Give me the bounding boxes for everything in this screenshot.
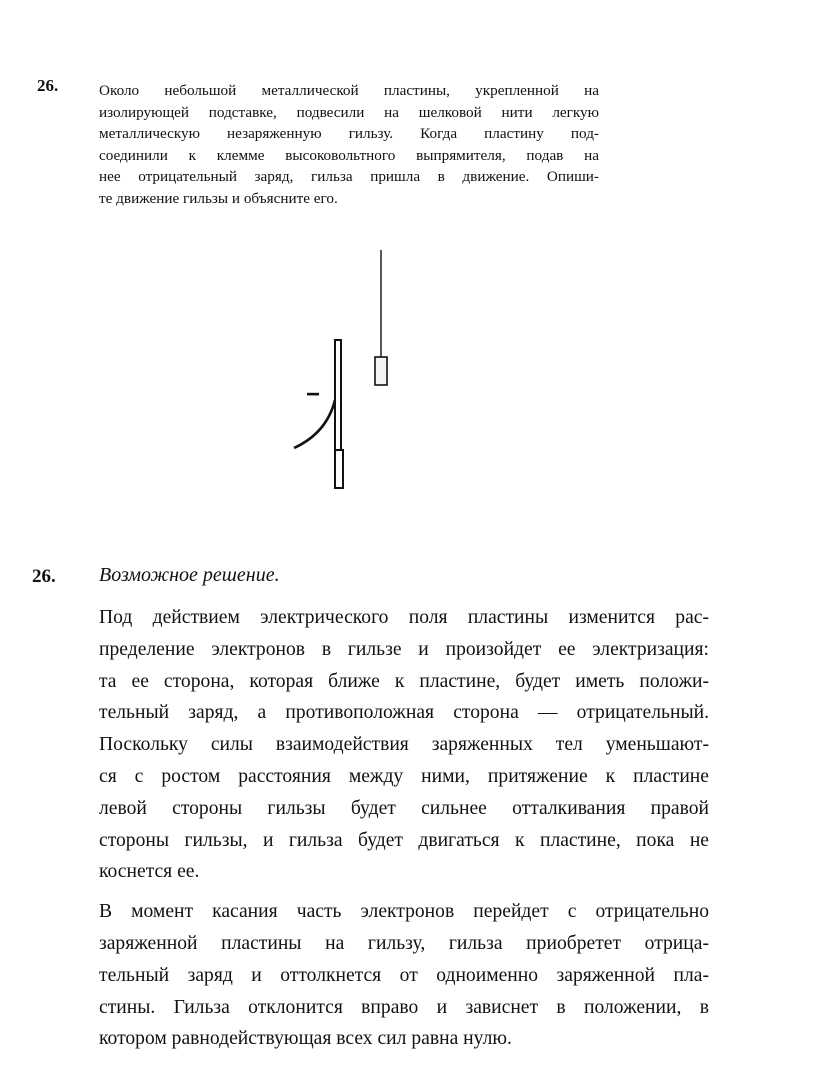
negative-charge-sign: − <box>305 381 321 408</box>
plate-and-sleeve-figure <box>280 240 410 492</box>
solution-line: тельный заряд, а противоположная сторона — отрицательный. <box>99 702 709 724</box>
solution-line: ся с ростом расстояния между ними, притяжение к пластине <box>99 765 709 787</box>
problem-line: нее отрицательный заряд, гильза пришла в движение. Опиши- <box>99 168 599 186</box>
solution-line: левой стороны гильзы будет сильнее отталкивания правой <box>99 797 709 819</box>
problem-line: соединили к клемме высоковольтного выпрямителя, подав на <box>99 146 599 164</box>
solution-number: 26. <box>32 566 56 587</box>
solution-line: Под действием электрического поля пластины изменится рас- <box>99 607 709 628</box>
problem-line: те движение гильзы и объясните его. <box>99 189 338 207</box>
solution-line: заряженной пластины на гильзу, гильза приобретет отрица- <box>99 932 709 954</box>
problem-line: изолирующей подставке, подвесили на шелковой нити легкую <box>99 103 599 121</box>
solution-line: пределение электронов в гильзе и произойдет ее электризация: <box>99 638 709 660</box>
problem-line: Около небольшой металлической пластины, укрепленной на <box>99 82 599 99</box>
solution-line: Поскольку силы взаимодействия заряженных тел уменьшают- <box>99 734 709 756</box>
solution-text <box>99 602 709 1055</box>
problem-number: 26. <box>37 76 59 95</box>
metal-sleeve <box>375 357 387 385</box>
solution-title: Возможное решение. <box>99 564 280 586</box>
solution-line: коснется ее. <box>99 861 200 883</box>
solution-line: стины. Гильза отклонится вправо и зависнет в положении, в <box>99 996 709 1018</box>
solution-line: та ее сторона, которая ближе к пластине, будет иметь положи- <box>99 670 709 692</box>
problem-statement <box>99 80 599 210</box>
problem-line: металлическую незаряженную гильзу. Когда пластину под- <box>99 125 599 143</box>
solution-line: тельный заряд и оттолкнется от одноименно заряженной пла- <box>99 964 709 986</box>
solution-line: котором равнодействующая всех сил равна нулю. <box>99 1028 512 1050</box>
insulating-stand <box>335 450 343 488</box>
solution-line: В момент касания часть электронов перейдет с отрицательно <box>99 901 709 923</box>
metal-plate <box>335 340 341 450</box>
solution-line: стороны гильзы, и гильза будет двигаться к пластине, пока не <box>99 829 709 851</box>
